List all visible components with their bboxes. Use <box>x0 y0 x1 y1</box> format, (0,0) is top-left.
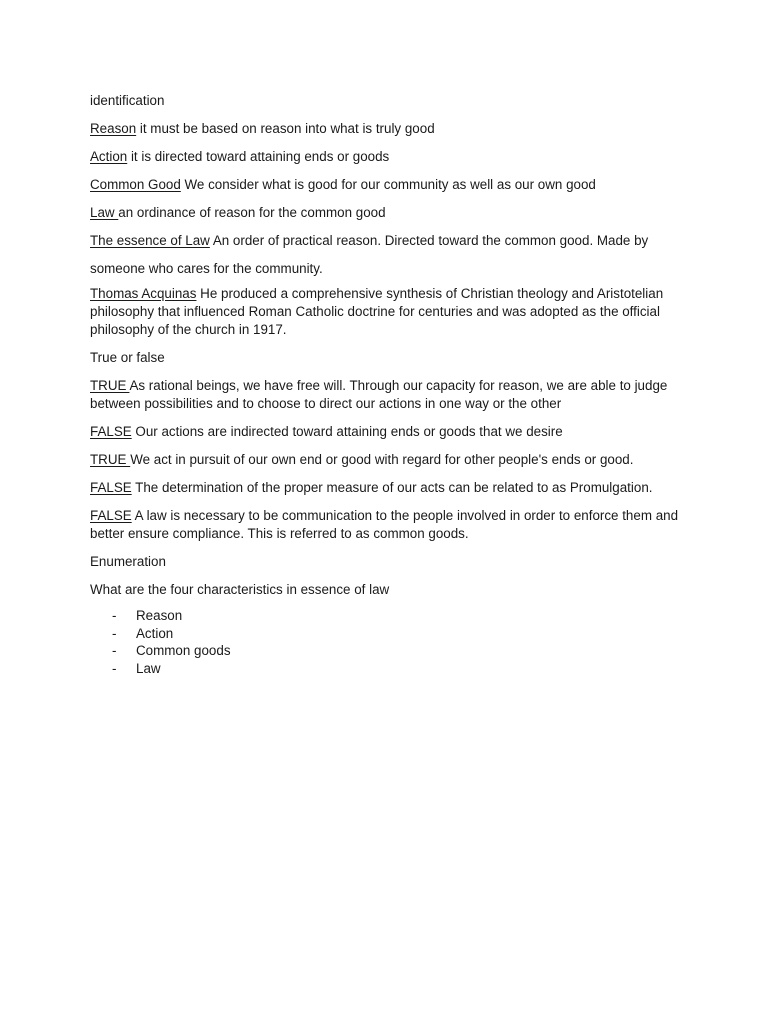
true-false-statement: The determination of the proper measure of our acts can be related to as Promulgation. <box>131 480 653 495</box>
identification-item-thomas-acquinas <box>90 285 690 339</box>
list-item <box>90 625 690 643</box>
identification-term: Law <box>90 205 119 220</box>
identification-item-action <box>90 148 690 166</box>
identification-term: The essence of Law <box>90 233 210 248</box>
list-item-text: Law <box>136 661 161 677</box>
identification-definition: it must be based on reason into what is truly good <box>136 121 435 136</box>
list-dash: - <box>112 608 117 623</box>
list-item-text: Reason <box>136 608 183 623</box>
true-false-statement: A law is necessary to be communication to the people involved in order to enforce them and better ensure compliance. This is referred to as common goods. <box>90 508 679 541</box>
section-heading-true-false: True or false <box>90 350 165 365</box>
true-false-answer: TRUE <box>90 378 130 393</box>
true-false-answer: FALSE <box>90 480 132 495</box>
list-item <box>90 660 690 678</box>
true-false-item <box>90 451 690 469</box>
list-dash: - <box>112 625 117 641</box>
identification-term: Reason <box>90 121 137 136</box>
identification-term: Common Good <box>90 177 181 192</box>
identification-item-reason <box>90 120 690 138</box>
true-false-item <box>90 479 690 497</box>
true-false-item <box>90 423 690 441</box>
list-dash: - <box>112 643 117 659</box>
identification-definition: He produced a comprehensive synthesis of Christian theology and Aristotelian philosophy that influenced Roman Catholic doctrine for centuries and was adopted as the official philosophy of the church in 1917. <box>90 286 664 337</box>
list-item-text: Common goods <box>136 643 231 659</box>
identification-item-common-good <box>90 176 690 194</box>
true-false-answer: FALSE <box>90 508 132 523</box>
true-false-statement: Our actions are indirected toward attaining ends or goods that we desire <box>131 424 563 439</box>
identification-item-law <box>90 204 690 222</box>
true-false-statement: We act in pursuit of our own end or good with regard for other people's ends or good. <box>130 452 634 467</box>
enumeration-list <box>90 607 690 678</box>
list-item-text: Action <box>136 625 174 641</box>
section-heading-identification: identification <box>90 93 165 108</box>
true-false-item <box>90 377 690 413</box>
true-false-answer: FALSE <box>90 424 132 439</box>
identification-definition: an ordinance of reason for the common good <box>118 205 386 220</box>
document-content <box>90 92 690 678</box>
list-dash: - <box>112 661 117 677</box>
list-item <box>90 642 690 660</box>
true-false-answer: TRUE <box>90 452 131 467</box>
identification-definition: We consider what is good for our community as well as our own good <box>180 177 596 192</box>
identification-term: Thomas Acquinas <box>90 286 197 301</box>
true-false-item <box>90 507 690 543</box>
section-heading-enumeration: Enumeration <box>90 554 166 569</box>
identification-definition: it is directed toward attaining ends or goods <box>127 149 390 164</box>
identification-term: Action <box>90 149 128 164</box>
enumeration-question: What are the four characteristics in essence of law <box>90 582 390 597</box>
list-item <box>90 607 690 625</box>
true-false-statement: As rational beings, we have free will. Through our capacity for reason, we are able to judge between possibilities and to choose to direct our actions in one way or the other <box>90 378 668 411</box>
identification-definition: An order of practical reason. Directed toward the common good. Made by someone who cares for the community. <box>90 233 649 276</box>
identification-item-essence-of-law <box>90 227 690 283</box>
